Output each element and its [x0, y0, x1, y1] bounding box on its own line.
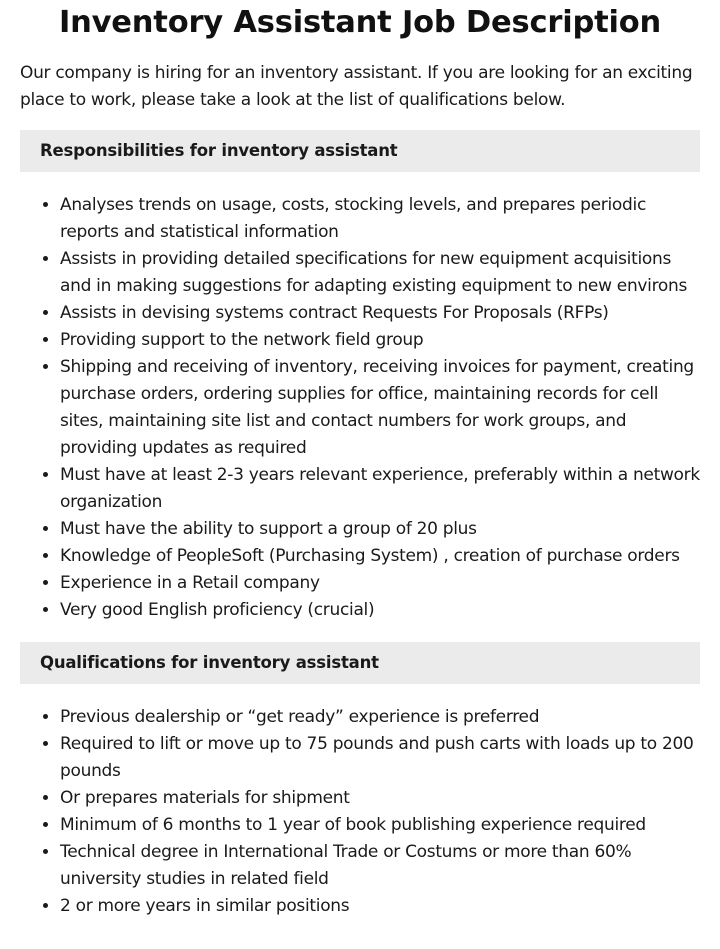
list-item: • Assists in devising systems contract Requests For Proposals (RFPs): [60, 300, 700, 327]
list-item: • Required to lift or move up to 75 pounds and push carts with loads up to 200 pounds: [60, 731, 700, 785]
qualifications-list: [20, 704, 700, 920]
list-item: • Assists in providing detailed specifications for new equipment acquisitions and in making suggestions for adapting existing equipment to new environs: [60, 246, 700, 300]
list-item: • Must have the ability to support a group of 20 plus: [60, 516, 700, 543]
list-item: • Knowledge of PeopleSoft (Purchasing System) , creation of purchase orders: [60, 543, 700, 570]
page-title: Inventory Assistant Job Description: [58, 5, 662, 40]
responsibilities-heading: Responsibilities for inventory assistant: [20, 130, 700, 172]
list-item: • Technical degree in International Trade or Costums or more than 60% university studies in related field: [60, 839, 700, 893]
list-item: • Very good English proficiency (crucial): [60, 597, 700, 624]
list-item: • Experience in a Retail company: [60, 570, 700, 597]
responsibilities-list: [20, 192, 700, 624]
list-item: • Or prepares materials for shipment: [60, 785, 700, 812]
intro-paragraph: Our company is hiring for an inventory assistant. If you are looking for an exciting place to work, please take a look at the list of qualifications below.: [20, 63, 693, 110]
list-item: • 2 or more years in similar positions: [60, 893, 700, 920]
list-item: • Minimum of 6 months to 1 year of book publishing experience required: [60, 812, 700, 839]
list-item: • Providing support to the network field group: [60, 327, 700, 354]
list-item: • Shipping and receiving of inventory, receiving invoices for payment, creating purchase orders, ordering supplies for office, maintaining records for cell sites, maintaining site list and contact numbers for work groups, and providing updates as required: [60, 354, 700, 462]
qualifications-heading: Qualifications for inventory assistant: [20, 642, 700, 684]
list-item: • Previous dealership or “get ready” experience is preferred: [60, 704, 700, 731]
list-item: • Must have at least 2-3 years relevant experience, preferably within a network organization: [60, 462, 700, 516]
list-item: • Analyses trends on usage, costs, stocking levels, and prepares periodic reports and statistical information: [60, 192, 700, 246]
